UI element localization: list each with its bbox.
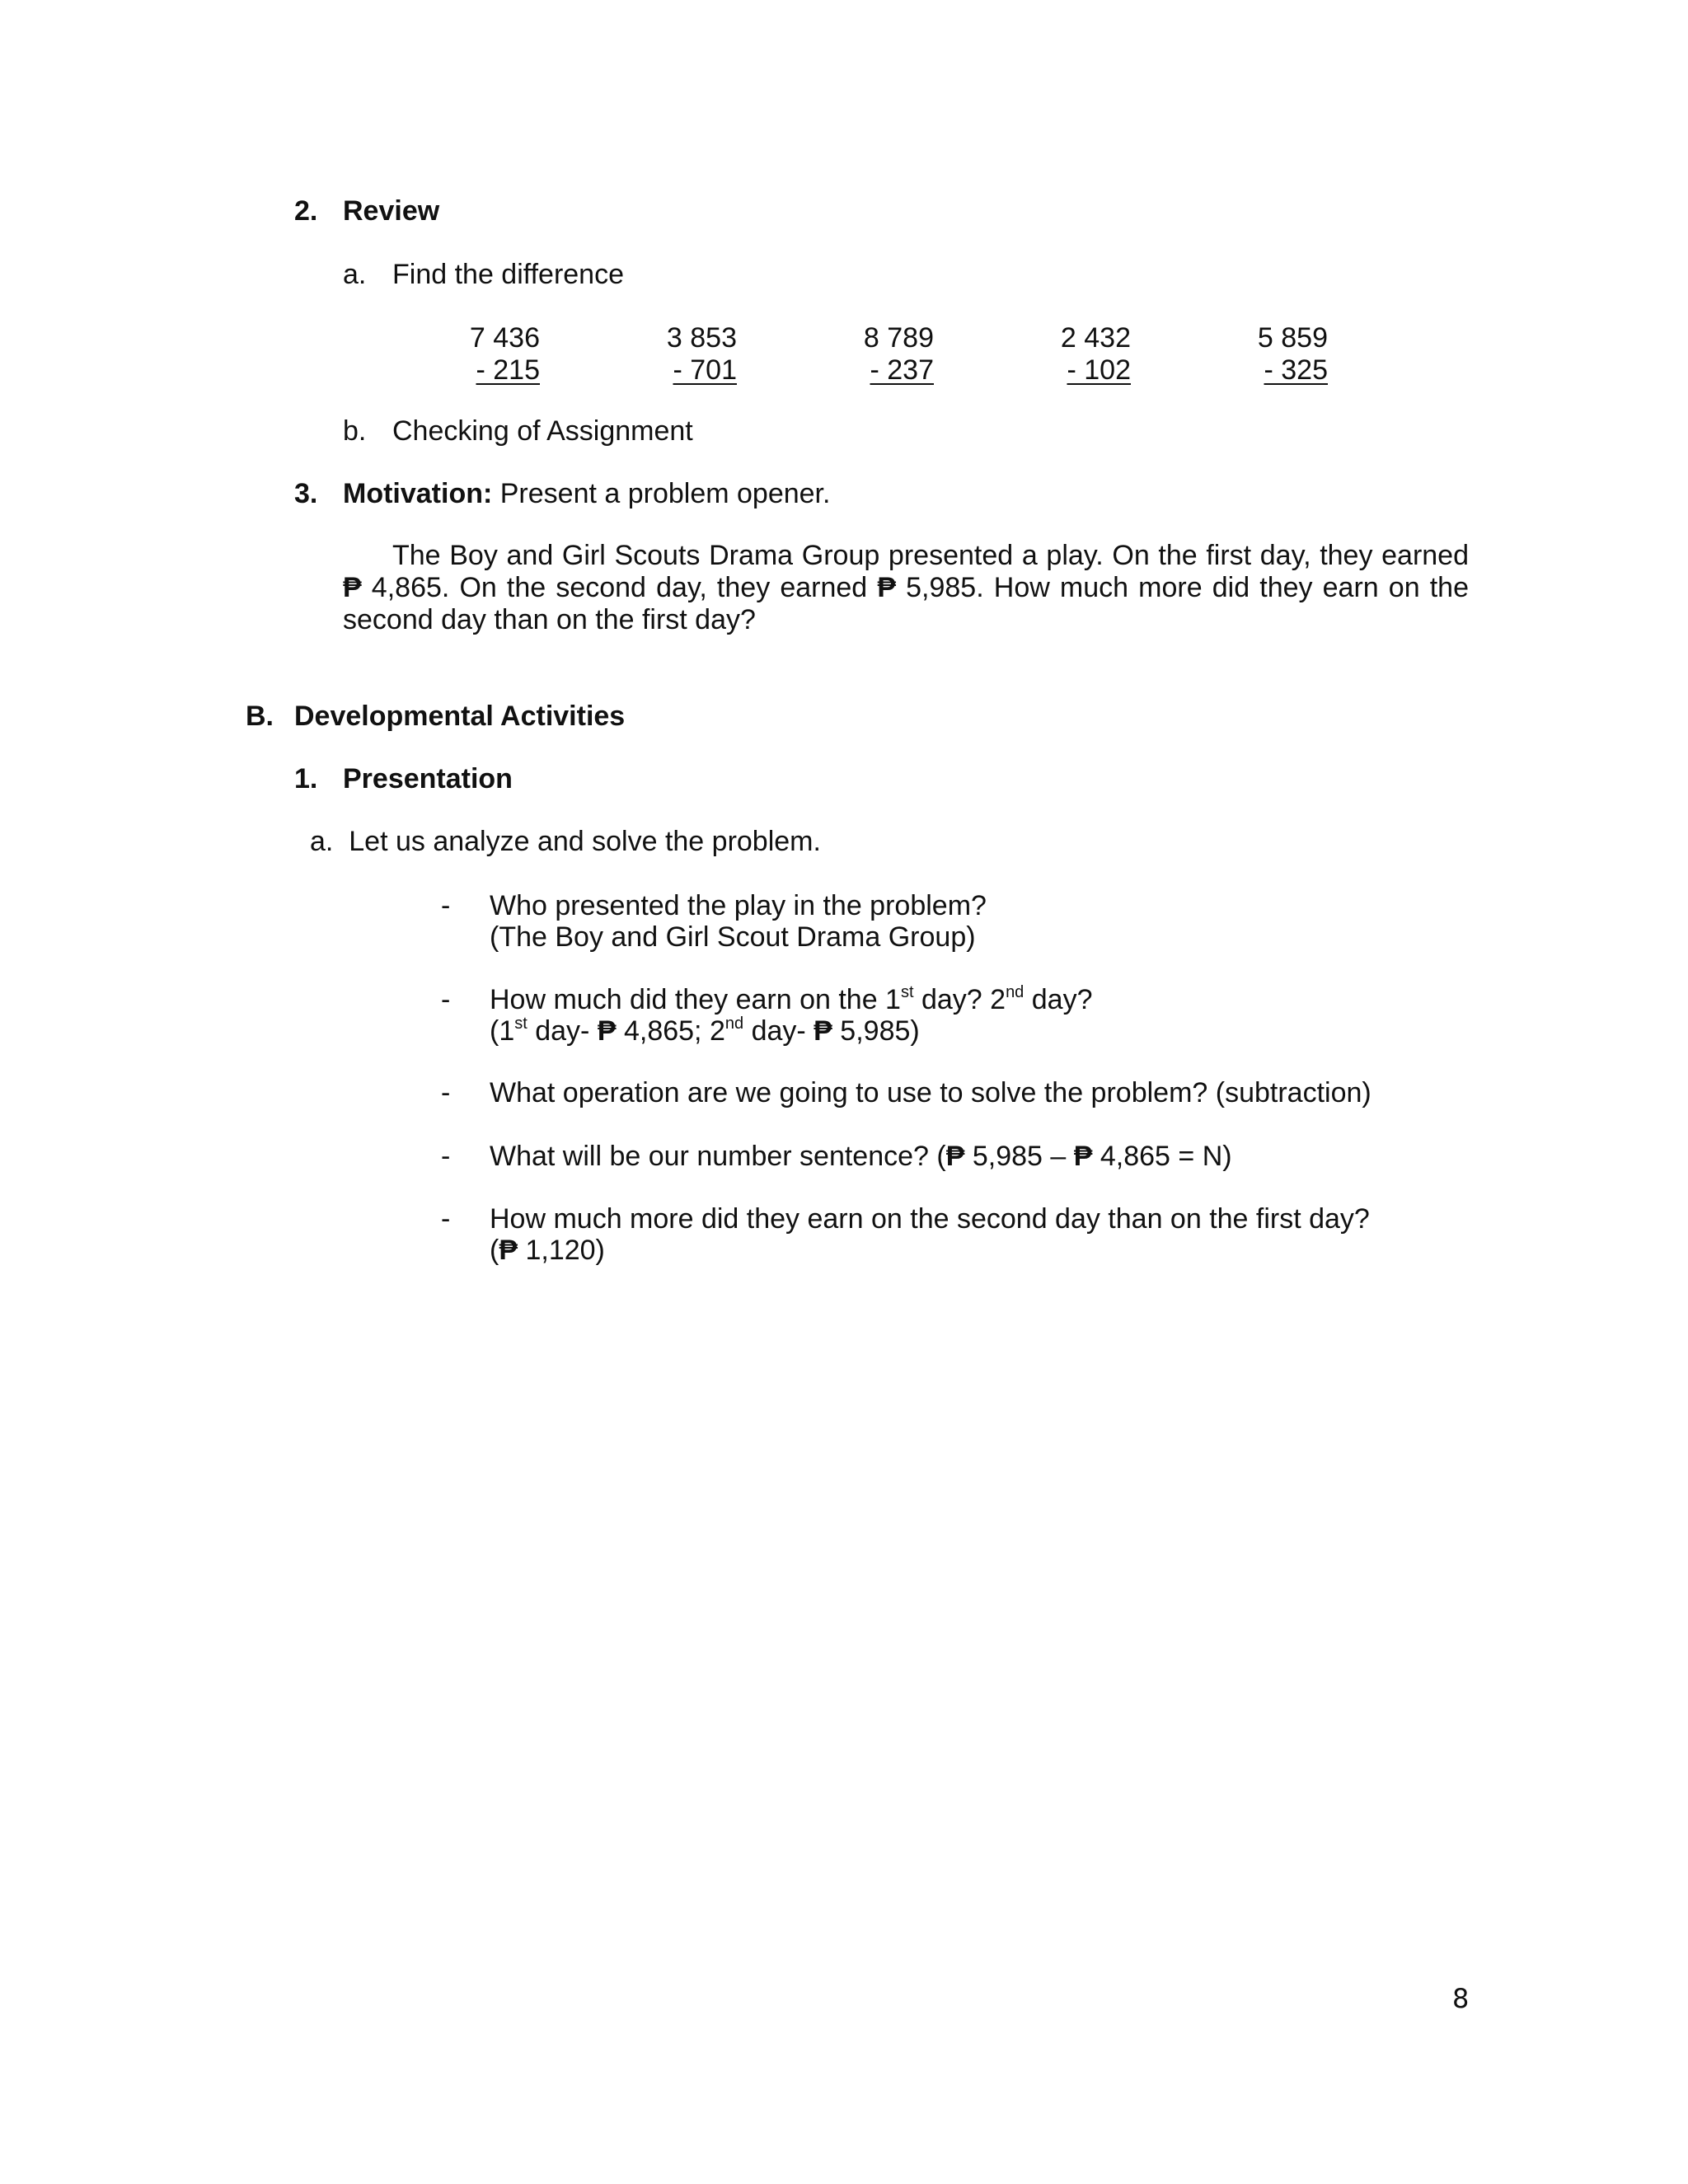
list-dash: - bbox=[441, 984, 451, 1015]
subtrahend: - 237 bbox=[870, 354, 934, 386]
review-a-letter: a. bbox=[343, 259, 367, 290]
peso-sign-icon: ₱ bbox=[597, 1015, 617, 1047]
subtraction-problem bbox=[605, 322, 737, 387]
peso-sign-icon: ₱ bbox=[1073, 1141, 1093, 1172]
section-b-letter: B. bbox=[246, 701, 274, 732]
review-b-letter: b. bbox=[343, 415, 367, 447]
question-3: What operation are we going to use to solve the problem? (subtraction) bbox=[490, 1077, 1372, 1108]
question-4: What will be our number sentence? (₱ 5,985 – ₱ 4,865 = N) bbox=[490, 1141, 1232, 1172]
subtrahend: - 325 bbox=[1264, 354, 1328, 386]
question-1: Who presented the play in the problem? bbox=[490, 890, 987, 921]
problem-opener-paragraph: The Boy and Girl Scouts Drama Group presented a play. On the first day, they earned ₱ 4,865. On the second day, they earned ₱ 5,985. How much more did they earn on the second day than on the first day? bbox=[343, 540, 1469, 635]
peso-sign-icon: ₱ bbox=[877, 572, 896, 603]
subtraction-problem bbox=[1196, 322, 1328, 387]
subtraction-problem bbox=[408, 322, 540, 387]
subtrahend: - 215 bbox=[476, 354, 540, 386]
page-number: 8 bbox=[1452, 1983, 1470, 2014]
review-b-text: Checking of Assignment bbox=[392, 415, 693, 447]
minuend: 8 789 bbox=[863, 322, 934, 354]
subtrahend: - 701 bbox=[673, 354, 737, 386]
presentation-heading: Presentation bbox=[343, 763, 513, 794]
answer-5: (₱ 1,120) bbox=[490, 1235, 605, 1266]
motivation-label: Motivation: bbox=[343, 478, 493, 509]
motivation-number: 3. bbox=[294, 478, 318, 509]
answer-2: (1st day- ₱ 4,865; 2nd day- ₱ 5,985) bbox=[490, 1015, 920, 1047]
analyze-instruction: a. Let us analyze and solve the problem. bbox=[310, 826, 821, 857]
motivation-line bbox=[343, 478, 830, 510]
list-dash: - bbox=[441, 1141, 451, 1172]
minuend: 2 432 bbox=[1060, 322, 1131, 354]
subtraction-problem bbox=[802, 322, 934, 387]
minuend: 7 436 bbox=[469, 322, 540, 354]
review-a-text: Find the difference bbox=[392, 259, 624, 290]
peso-sign-icon: ₱ bbox=[945, 1141, 965, 1172]
subtrahend: - 102 bbox=[1067, 354, 1131, 386]
motivation-text: Present a problem opener. bbox=[492, 478, 831, 509]
minuend: 5 859 bbox=[1257, 322, 1328, 354]
question-2: How much did they earn on the 1st day? 2nd day? bbox=[490, 983, 1093, 1015]
presentation-number: 1. bbox=[294, 763, 318, 794]
peso-sign-icon: ₱ bbox=[499, 1235, 518, 1266]
subtraction-problem bbox=[999, 322, 1131, 387]
list-dash: - bbox=[441, 1203, 451, 1235]
review-number: 2. bbox=[294, 195, 318, 227]
list-dash: - bbox=[441, 1077, 451, 1108]
list-dash: - bbox=[441, 890, 451, 921]
review-heading: Review bbox=[343, 195, 440, 227]
minuend: 3 853 bbox=[666, 322, 737, 354]
answer-1: (The Boy and Girl Scout Drama Group) bbox=[490, 921, 976, 953]
section-b-heading: Developmental Activities bbox=[294, 701, 626, 732]
peso-sign-icon: ₱ bbox=[814, 1015, 832, 1047]
peso-sign-icon: ₱ bbox=[343, 572, 362, 603]
question-5: How much more did they earn on the second day than on the first day? bbox=[490, 1203, 1370, 1235]
